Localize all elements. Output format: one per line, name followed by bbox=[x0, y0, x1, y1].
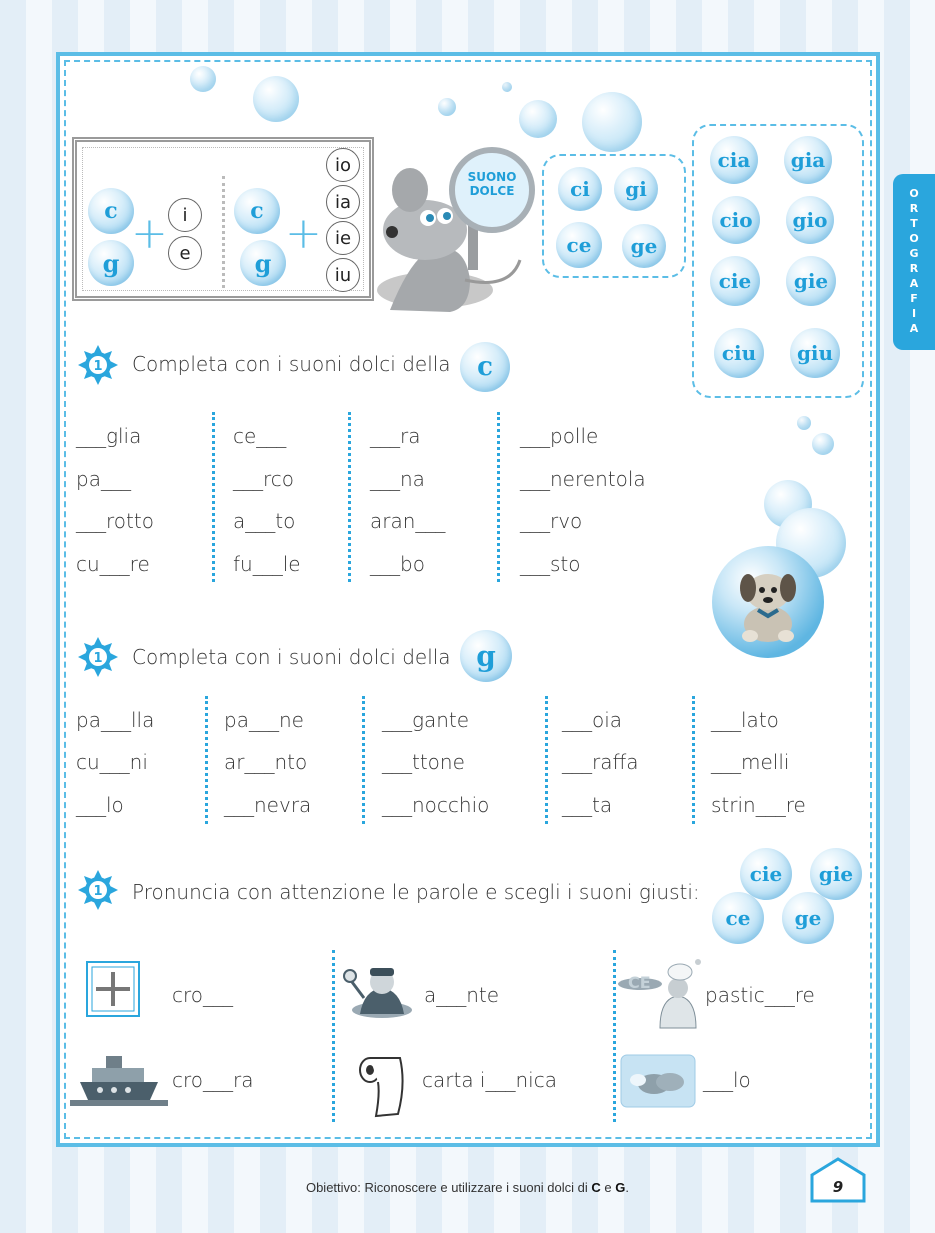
ship-icon bbox=[70, 1052, 168, 1108]
soft-sound-bubble: ciu bbox=[714, 328, 764, 378]
vowel-bubble: ia bbox=[326, 185, 360, 219]
word-blank[interactable]: ___sto bbox=[520, 552, 581, 576]
word-blank[interactable]: ___na bbox=[370, 467, 425, 491]
column-divider bbox=[362, 696, 365, 824]
footer-objective: Obiettivo: Riconoscere e utilizzare i suoni dolci di C e G. bbox=[305, 1180, 630, 1195]
word-blank[interactable]: strin___re bbox=[711, 793, 806, 817]
svg-text:CE: CE bbox=[628, 973, 651, 992]
referee-icon bbox=[342, 962, 418, 1018]
word-blank[interactable]: ___polle bbox=[520, 424, 599, 448]
word-blank[interactable]: ___bo bbox=[370, 552, 425, 576]
word-blank[interactable]: ___nevra bbox=[224, 793, 312, 817]
exercise-number-icon bbox=[78, 637, 118, 677]
picture-word[interactable]: a___nte bbox=[424, 983, 500, 1007]
bubble-decoration bbox=[438, 98, 456, 116]
word-blank[interactable]: aran___ bbox=[370, 509, 446, 533]
toilet-paper-icon bbox=[356, 1054, 408, 1118]
word-blank[interactable]: ___gante bbox=[382, 708, 470, 732]
consonant-bubble: g bbox=[240, 240, 286, 286]
word-blank[interactable]: cu___re bbox=[76, 552, 150, 576]
bubble-decoration bbox=[519, 100, 557, 138]
soft-sound-bubble: ge bbox=[622, 224, 666, 268]
consonant-bubble: c bbox=[234, 188, 280, 234]
column-divider bbox=[332, 950, 335, 1122]
consonant-bubble: c bbox=[88, 188, 134, 234]
cross-icon bbox=[85, 960, 141, 1018]
exercise-2-instruction: Completa con i suoni dolci della bbox=[132, 645, 451, 669]
word-blank[interactable]: ___ttone bbox=[382, 750, 465, 774]
svg-text:1: 1 bbox=[93, 651, 103, 666]
word-blank[interactable]: ___lo bbox=[76, 793, 124, 817]
puppy-bubble-icon bbox=[710, 544, 826, 660]
bubble-decoration bbox=[502, 82, 512, 92]
exercise-number-icon bbox=[78, 345, 118, 385]
column-divider bbox=[348, 412, 351, 582]
soft-sound-bubble: gie bbox=[786, 256, 836, 306]
word-blank[interactable]: cu___ni bbox=[76, 750, 148, 774]
page-number: 9 bbox=[832, 1178, 844, 1196]
word-blank[interactable]: ___oia bbox=[562, 708, 623, 732]
vowel-bubble: e bbox=[168, 236, 202, 270]
choice-bubble: ce bbox=[712, 892, 764, 944]
soft-sound-bubble: gio bbox=[786, 196, 834, 244]
section-tab: ORTOGRAFIA bbox=[893, 174, 935, 350]
sky-clouds-icon bbox=[620, 1054, 696, 1108]
exercise-1-instruction: Completa con i suoni dolci della bbox=[132, 352, 451, 376]
pastry-chef-icon bbox=[616, 958, 702, 1030]
rule-divider bbox=[222, 176, 225, 288]
word-blank[interactable]: pa___ bbox=[76, 467, 131, 491]
word-blank[interactable]: pa___lla bbox=[76, 708, 155, 732]
soft-sound-bubble: giu bbox=[790, 328, 840, 378]
picture-word[interactable]: cro___ bbox=[172, 983, 234, 1007]
column-divider bbox=[545, 696, 548, 824]
bubble-decoration bbox=[812, 433, 834, 455]
word-blank[interactable]: ___rotto bbox=[76, 509, 154, 533]
soft-sound-bubble: ci bbox=[558, 167, 602, 211]
svg-text:1: 1 bbox=[93, 359, 103, 374]
vowel-bubble: i bbox=[168, 198, 202, 232]
soft-sound-bubble: cie bbox=[710, 256, 760, 306]
word-blank[interactable]: fu___le bbox=[233, 552, 301, 576]
soft-sound-bubble: gia bbox=[784, 136, 832, 184]
column-divider bbox=[692, 696, 695, 824]
choice-bubble: cie bbox=[740, 848, 792, 900]
column-divider bbox=[205, 696, 208, 824]
exercise-number-icon bbox=[78, 870, 118, 910]
exercise-2-letter: g bbox=[460, 630, 512, 682]
vowel-bubble: io bbox=[326, 148, 360, 182]
exercise-1-letter: c bbox=[460, 342, 510, 392]
mascot-sign-text: SUONO DOLCE bbox=[467, 170, 517, 198]
column-divider bbox=[497, 412, 500, 582]
picture-word[interactable]: cro___ra bbox=[172, 1068, 254, 1092]
soft-sound-bubble: cia bbox=[710, 136, 758, 184]
column-divider bbox=[212, 412, 215, 582]
word-blank[interactable]: ___ra bbox=[370, 424, 421, 448]
word-blank[interactable]: ___glia bbox=[76, 424, 142, 448]
word-blank[interactable]: ___rco bbox=[233, 467, 295, 491]
plus-icon: + bbox=[285, 208, 322, 259]
word-blank[interactable]: ___nerentola bbox=[520, 467, 646, 491]
word-blank[interactable]: ___raffa bbox=[562, 750, 639, 774]
word-blank[interactable]: ar___nto bbox=[224, 750, 308, 774]
soft-sound-bubble: gi bbox=[614, 167, 658, 211]
exercise-3-instruction: Pronuncia con attenzione le parole e scegli i suoni giusti: bbox=[132, 880, 700, 904]
word-blank[interactable]: a___to bbox=[233, 509, 296, 533]
picture-word[interactable]: ___lo bbox=[703, 1068, 751, 1092]
svg-text:1: 1 bbox=[93, 884, 103, 899]
soft-sound-bubble: ce bbox=[556, 222, 602, 268]
choice-bubble: ge bbox=[782, 892, 834, 944]
word-blank[interactable]: ce___ bbox=[233, 424, 287, 448]
word-blank[interactable]: ___nocchio bbox=[382, 793, 490, 817]
picture-word[interactable]: pastic___re bbox=[705, 983, 815, 1007]
plus-icon: + bbox=[131, 208, 168, 259]
bubble-decoration bbox=[253, 76, 299, 122]
consonant-bubble: g bbox=[88, 240, 134, 286]
word-blank[interactable]: pa___ne bbox=[224, 708, 304, 732]
soft-sound-bubble: cio bbox=[712, 196, 760, 244]
bubble-decoration bbox=[190, 66, 216, 92]
word-blank[interactable]: ___lato bbox=[711, 708, 779, 732]
bubble-decoration bbox=[797, 416, 811, 430]
bubble-decoration bbox=[582, 92, 642, 152]
word-blank[interactable]: ___ta bbox=[562, 793, 613, 817]
picture-word[interactable]: carta i___nica bbox=[422, 1068, 557, 1092]
word-blank[interactable]: ___melli bbox=[711, 750, 790, 774]
choice-bubble: gie bbox=[810, 848, 862, 900]
word-blank[interactable]: ___rvo bbox=[520, 509, 583, 533]
vowel-bubble: iu bbox=[326, 258, 360, 292]
vowel-bubble: ie bbox=[326, 221, 360, 255]
